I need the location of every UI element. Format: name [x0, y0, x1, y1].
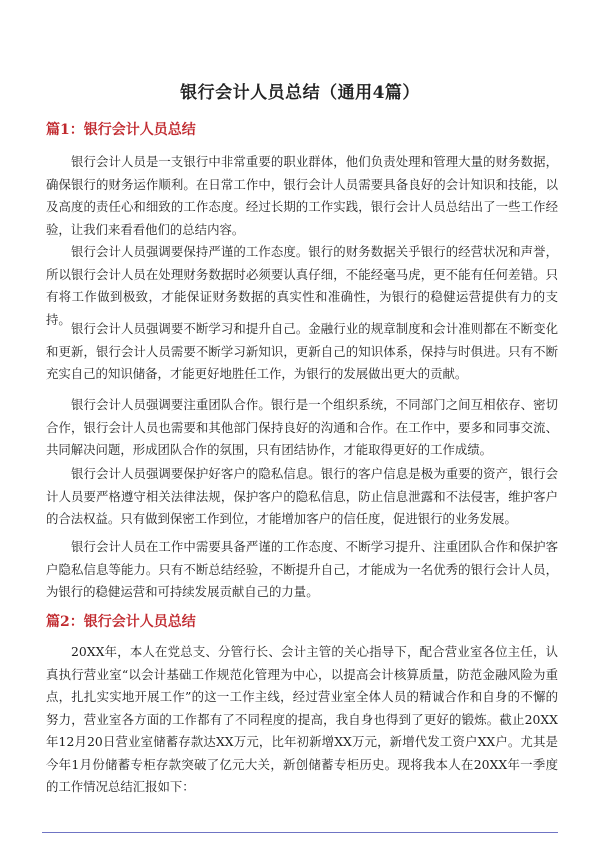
page-title: 银行会计人员总结（通用4篇） — [180, 83, 420, 103]
section-heading-2: 篇2：银行会计人员总结 — [46, 614, 196, 630]
footer-divider — [42, 832, 558, 833]
paragraph: 银行会计人员强调要保护好客户的隐私信息。银行的客户信息是极为重要的资产，银行会计人员要严格遵守相关法律法规，保护客户的隐私信息，防止信息泄露和不法侵害，维护客户的合法权益。只有做到保密工作到位，才能增加客户的信任度，促进银行的业务发展。 — [46, 466, 558, 526]
paragraph: 20XX年，本人在党总支、分管行长、会计主管的关心指导下，配合营业室各位主任，认真执行营业室“以会计基础工作规范化管理为中心，以提高会计核算质量，防范金融风险为重点，扎扎实实地开展工作”的这一工作主线，经过营业室全体人员的精诚合作和自身的不懈的努力，营业室各方面的工作都有了不同程度的提高，我自身也得到了更好的锻炼。截止20XX年12月20日营业室储蓄存款达XX万元，比年初新增XX万元，新增代发工资户XX户。尤其是今年1月份储蓄专柜存款突破了亿元大关，新创储蓄专柜历史。现将我本人在20XX年一季度的工作情况总结汇报如下： — [46, 644, 558, 794]
paragraph: 银行会计人员是一支银行中非常重要的职业群体，他们负责处理和管理大量的财务数据，确保银行的财务运作顺利。在日常工作中，银行会计人员需要具备良好的会计知识和技能，以及高度的责任心和细致的工作态度。经过长期的工作实践，银行会计人员总结出了一些工作经验，让我们来看看他们的总结内容。 — [46, 154, 558, 237]
section-heading-1: 篇1：银行会计人员总结 — [46, 122, 196, 138]
paragraph: 银行会计人员强调要注重团队合作。银行是一个组织系统，不同部门之间互相依存、密切合作，银行会计人员也需要和其他部门保持良好的沟通和合作。在工作中，要多和同事交流、共同解决问题，形成团队合作的氛围，只有团结协作，才能取得更好的工作成绩。 — [46, 397, 558, 457]
paragraph: 银行会计人员强调要保持严谨的工作态度。银行的财务数据关乎银行的经营状况和声誉，所以银行会计人员在处理财务数据时必须要认真仔细，不能经毫马虎，更不能有任何差错。只有将工作做到极致，才能保证财务数据的真实性和准确性，为银行的稳健运营提供有力的支持。 — [46, 244, 558, 327]
paragraph: 银行会计人员强调要不断学习和提升自己。金融行业的规章制度和会计准则都在不断变化和更新，银行会计人员需要不断学习新知识，更新自己的知识体系，保持与时俱进。只有不断充实自己的知识储备，才能更好地胜任工作，为银行的发展做出更大的贡献。 — [46, 321, 558, 381]
paragraph: 银行会计人员在工作中需要具备严谨的工作态度、不断学习提升、注重团队合作和保护客户隐私信息等能力。只有不断总结经验，不断提升自己，才能成为一名优秀的银行会计人员，为银行的稳健运营和可持续发展贡献自己的力量。 — [46, 539, 558, 599]
